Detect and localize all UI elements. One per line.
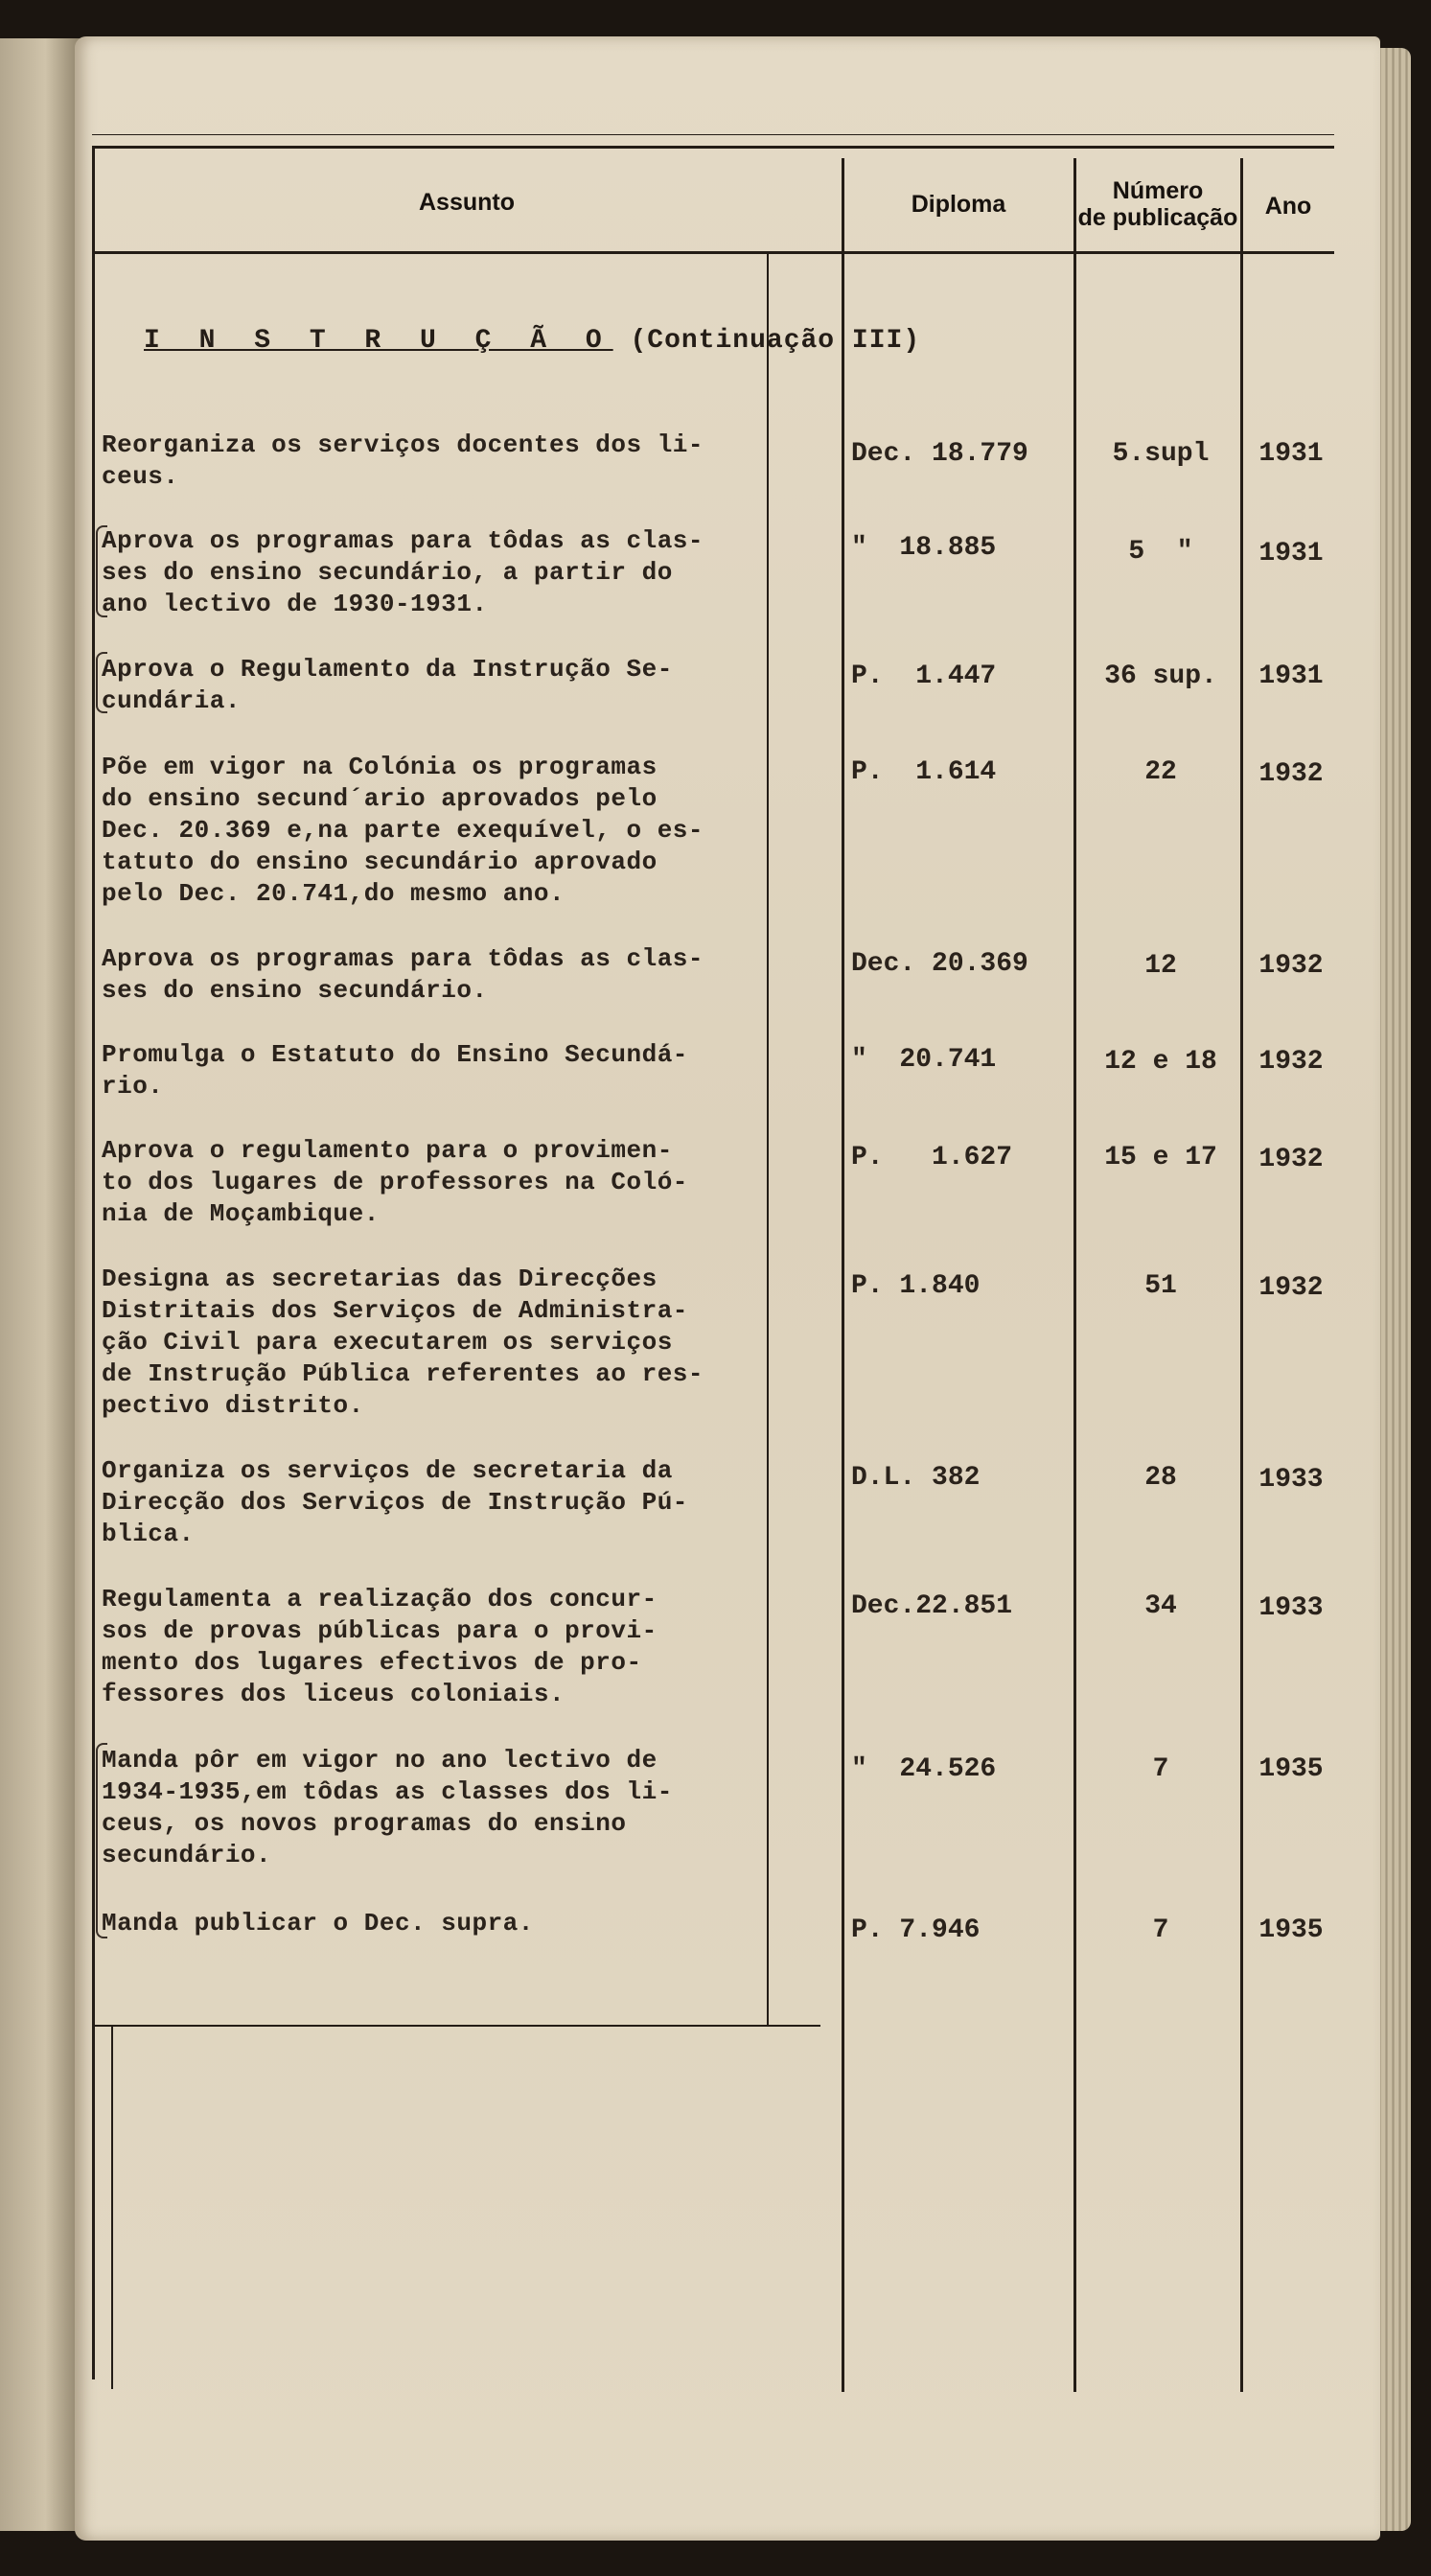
row-6-numero: 12 e 18 bbox=[1104, 1047, 1217, 1077]
row-5-ano: 1932 bbox=[1258, 951, 1324, 981]
row-12-diploma: P. 7.946 bbox=[851, 1915, 981, 1945]
row-2-numero: 5 " bbox=[1128, 537, 1193, 567]
header-diploma: Diploma bbox=[911, 191, 1006, 218]
row-10-subject: Regulamenta a realização dos concur- sos de provas públicas para o provi- mento dos lugares efectivos de pro- fessores dos liceus coloniais. bbox=[102, 1585, 658, 1708]
header-ano: Ano bbox=[1264, 193, 1312, 220]
row-8-diploma: P. 1.840 bbox=[851, 1271, 981, 1301]
top-rule-thin bbox=[92, 134, 1334, 135]
section-title-main: I N S T R U Ç Ã O bbox=[144, 326, 613, 356]
row-7-numero: 15 e 17 bbox=[1104, 1143, 1217, 1172]
row-5-subject: Aprova os programas para tôdas as clas- ses do ensino secundário. bbox=[102, 944, 704, 1005]
bottom-rule bbox=[92, 2025, 820, 2027]
row-3-subject: Aprova o Regulamento da Instrução Se- cundária. bbox=[102, 655, 673, 715]
header-assunto: Assunto bbox=[419, 189, 515, 216]
row-11-diploma: " 24.526 bbox=[851, 1754, 997, 1784]
row-7-diploma: P. 1.627 bbox=[851, 1143, 1013, 1172]
row-8-ano: 1932 bbox=[1258, 1273, 1324, 1303]
row-9-ano: 1933 bbox=[1258, 1465, 1324, 1495]
row-10-numero: 34 bbox=[1144, 1591, 1177, 1621]
row-11-ano: 1935 bbox=[1258, 1754, 1324, 1784]
row-3-diploma: P. 1.447 bbox=[851, 661, 997, 691]
row-7-subject: Aprova o regulamento para o provimen- to dos lugares de professores na Coló- nia de Moçambique. bbox=[102, 1136, 688, 1228]
row-4-numero: 22 bbox=[1144, 757, 1177, 787]
row-12-ano: 1935 bbox=[1258, 1915, 1324, 1945]
row-5-diploma: Dec. 20.369 bbox=[851, 949, 1028, 979]
row-4-diploma: P. 1.614 bbox=[851, 757, 997, 787]
row-1-diploma: Dec. 18.779 bbox=[851, 439, 1028, 469]
row-1-numero: 5.supl bbox=[1112, 439, 1210, 469]
header-numero-line1: Número bbox=[1112, 177, 1204, 204]
row-2-diploma: " 18.885 bbox=[851, 533, 997, 563]
row-7-ano: 1932 bbox=[1258, 1145, 1324, 1174]
row-12-numero: 7 bbox=[1152, 1915, 1169, 1945]
header-bottom-rule bbox=[92, 251, 1334, 254]
row-6-ano: 1932 bbox=[1258, 1047, 1324, 1077]
row-6-subject: Promulga o Estatuto do Ensino Secundá- rio. bbox=[102, 1040, 688, 1101]
row-5-numero: 12 bbox=[1144, 951, 1177, 981]
row-4-subject: Põe em vigor na Colónia os programas do ensino secund´ario aprovados pelo Dec. 20.369 e,na parte exequível, o es- tatuto do ensino secundário aprovado pelo Dec. 20.741,do mesmo ano. bbox=[102, 753, 704, 908]
row-10-ano: 1933 bbox=[1258, 1593, 1324, 1623]
row-12-subject: Manda publicar o Dec. supra. bbox=[102, 1909, 534, 1938]
top-rule bbox=[92, 146, 1334, 149]
row-10-diploma: Dec.22.851 bbox=[851, 1591, 1013, 1621]
row-11-numero: 7 bbox=[1152, 1754, 1169, 1784]
row-8-subject: Designa as secretarias das Direcções Distritais dos Serviços de Administra- ção Civil para executarem os serviços de Instrução Pública referentes ao res- pectivo distrito. bbox=[102, 1265, 704, 1420]
row-2-ano: 1931 bbox=[1258, 539, 1324, 569]
row-9-subject: Organiza os serviços de secretaria da Direcção dos Serviços de Instrução Pú- blica. bbox=[102, 1456, 688, 1548]
section-title bbox=[144, 326, 920, 356]
facing-page-edge bbox=[0, 38, 82, 2531]
row-9-numero: 28 bbox=[1144, 1463, 1177, 1493]
row-1-subject: Reorganiza os serviços docentes dos li- ceus. bbox=[102, 430, 704, 491]
col-left-border bbox=[92, 146, 95, 2379]
row-2-subject: Aprova os programas para tôdas as clas- ses do ensino secundário, a partir do ano lectivo de 1930-1931. bbox=[102, 526, 704, 618]
col-divider-numero bbox=[1073, 158, 1076, 2392]
row-1-ano: 1931 bbox=[1258, 439, 1324, 469]
row-4-ano: 1932 bbox=[1258, 759, 1324, 789]
row-6-diploma: " 20.741 bbox=[851, 1045, 997, 1075]
row-11-subject: Manda pôr em vigor no ano lectivo de 1934-1935,em tôdas as classes dos li- ceus, os novos programas do ensino secundário. bbox=[102, 1746, 673, 1869]
row-3-numero: 36 sup. bbox=[1104, 661, 1217, 691]
row-3-ano: 1931 bbox=[1258, 661, 1324, 691]
row-8-numero: 51 bbox=[1144, 1271, 1177, 1301]
col-left-inner bbox=[111, 2025, 113, 2389]
row-9-diploma: D.L. 382 bbox=[851, 1463, 981, 1493]
col-divider-diploma bbox=[842, 158, 844, 2392]
header-numero-line2: de publicação bbox=[1077, 204, 1238, 231]
section-continuation: (Continuação III) bbox=[630, 326, 921, 356]
